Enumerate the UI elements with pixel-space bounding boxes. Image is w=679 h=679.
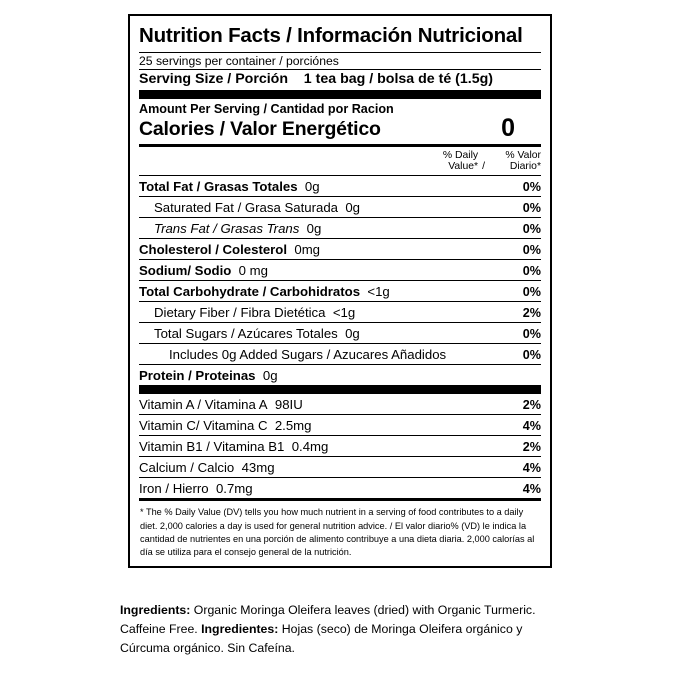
serving-size-value: 1 tea bag / bolsa de té (1.5g): [303, 70, 494, 87]
nutrient-daily-value: [489, 365, 541, 386]
calories-value: 0: [501, 113, 515, 142]
micronutrient-name: Vitamin A / Vitamina A 98IU: [139, 396, 303, 412]
table-row: [139, 260, 541, 281]
nutrient-daily-value: 0%: [489, 176, 541, 197]
daily-value-footnote: * The % Daily Value (DV) tells you how much nutrient in a serving of food contributes to a daily diet. 2,000 calories a day is used for general nutrition advice. / El valor diario% (VD) le indica la cantidad de nutrientes en una porción de alimento contribuye a una dieta diaria. 2,000 calorías al día se utiliza para el consejo general de la nutrición.: [140, 507, 535, 558]
micronutrient-daily-value: 4%: [489, 415, 541, 436]
nutrient-daily-value: 2%: [489, 302, 541, 323]
table-row: [139, 365, 541, 386]
ingredients-label-spanish: Ingredientes:: [201, 622, 279, 637]
daily-value-header-english: % Daily Value*: [442, 149, 479, 172]
serving-size-row: [139, 70, 541, 90]
nutrient-amount: 0g: [338, 199, 360, 215]
nutrient-daily-value: 0%: [489, 344, 541, 365]
nutrient-daily-value: 0%: [489, 197, 541, 218]
nutrient-amount: 0g: [297, 178, 320, 194]
page-title: Nutrition Facts / Información Nutricional: [139, 24, 523, 47]
table-row: [139, 323, 541, 344]
nutrient-label: Saturated Fat / Grasa Saturada: [154, 199, 338, 215]
calories-label: Calories / Valor Energético: [139, 117, 381, 140]
nutrient-amount: <1g: [360, 283, 390, 299]
nutrient-label: Cholesterol / Colesterol: [139, 241, 288, 257]
nutrient-name: [139, 344, 489, 365]
nutrient-name: [139, 323, 489, 344]
nutrient-amount: 0mg: [287, 241, 321, 257]
nutrient-daily-value: 0%: [489, 260, 541, 281]
micronutrient-daily-value: 4%: [489, 478, 541, 499]
nutrient-label: Includes 0g Added Sugars / Azucares Añadidos: [169, 346, 447, 362]
nutrient-daily-value: 0%: [489, 239, 541, 260]
table-row: [139, 218, 541, 239]
daily-value-header-spanish: % Valor Diario*: [505, 149, 541, 172]
daily-value-header: [139, 147, 541, 176]
nutrient-daily-value: 0%: [489, 281, 541, 302]
nutrient-label: Protein / Proteinas: [139, 367, 256, 383]
nutrient-label: Sodium/ Sodio: [139, 262, 232, 278]
table-row: [139, 302, 541, 323]
nutrient-daily-value: 0%: [489, 323, 541, 344]
table-row: [139, 457, 541, 478]
daily-value-header-separator: /: [482, 161, 485, 172]
ingredients-block: [120, 601, 572, 658]
table-row: [139, 197, 541, 218]
table-row: [139, 436, 541, 457]
table-row: [139, 281, 541, 302]
divider-thick: [139, 90, 541, 99]
nutrient-amount: 0g: [299, 220, 322, 236]
nutrient-name: [139, 218, 489, 239]
nutrition-facts-panel: [128, 14, 552, 568]
nutrient-name: [139, 197, 489, 218]
nutrient-name: [139, 239, 489, 260]
table-row: [139, 239, 541, 260]
nutrient-name: [139, 365, 489, 386]
table-row: [139, 478, 541, 499]
serving-size-label: Serving Size / Porción: [139, 70, 289, 87]
calories-row: [139, 113, 541, 144]
micronutrient-daily-value: 4%: [489, 457, 541, 478]
micronutrient-name: Vitamin C/ Vitamina C 2.5mg: [139, 415, 489, 436]
nutrient-amount: 0 mg: [231, 262, 268, 278]
nutrient-name: [139, 176, 489, 197]
nutrient-label: Dietary Fiber / Fibra Dietética: [154, 304, 326, 320]
micronutrient-name: Calcium / Calcio 43mg: [139, 457, 489, 478]
nutrients-table: [139, 175, 541, 385]
nutrient-label: Total Carbohydrate / Carbohidratos: [139, 283, 361, 299]
table-row: [139, 176, 541, 197]
nutrient-amount: <1g: [325, 304, 356, 320]
nutrient-amount: 0g: [337, 325, 360, 341]
micronutrient-daily-value: 2%: [522, 397, 541, 412]
table-row: [139, 344, 541, 365]
servings-per-container: 25 servings per container / porciónes: [139, 53, 339, 68]
table-row: [139, 394, 541, 415]
table-row: [139, 415, 541, 436]
ingredients-label-english: Ingredients:: [120, 603, 191, 617]
micronutrient-name: Iron / Hierro 0.7mg: [139, 478, 489, 499]
nutrient-daily-value: 0%: [489, 218, 541, 239]
micronutrient-daily-value: 2%: [489, 436, 541, 457]
nutrient-label: Trans Fat / Grasas Trans: [154, 220, 300, 236]
nutrient-label: Total Sugars / Azúcares Totales: [154, 325, 338, 341]
nutrient-label: Total Fat / Grasas Totales: [139, 178, 298, 194]
ingredients-text-spanish: Hojas (seco) de Moringa Oleifera orgánico y Cúrcuma orgánico. Sin Cafeína.: [120, 622, 523, 656]
divider-thick: [139, 385, 541, 394]
ingredients-text-english: Organic Moringa Oleifera leaves (dried) with Organic Turmeric. Caffeine Free.: [120, 603, 536, 637]
nutrient-name: [139, 302, 489, 323]
nutrient-name: [139, 260, 489, 281]
amount-per-serving-label: Amount Per Serving / Cantidad por Racion: [139, 101, 394, 116]
nutrient-amount: 0g: [255, 367, 278, 383]
micronutrients-table: [139, 394, 541, 498]
nutrient-name: [139, 281, 489, 302]
micronutrient-name: Vitamin B1 / Vitamina B1 0.4mg: [139, 436, 489, 457]
